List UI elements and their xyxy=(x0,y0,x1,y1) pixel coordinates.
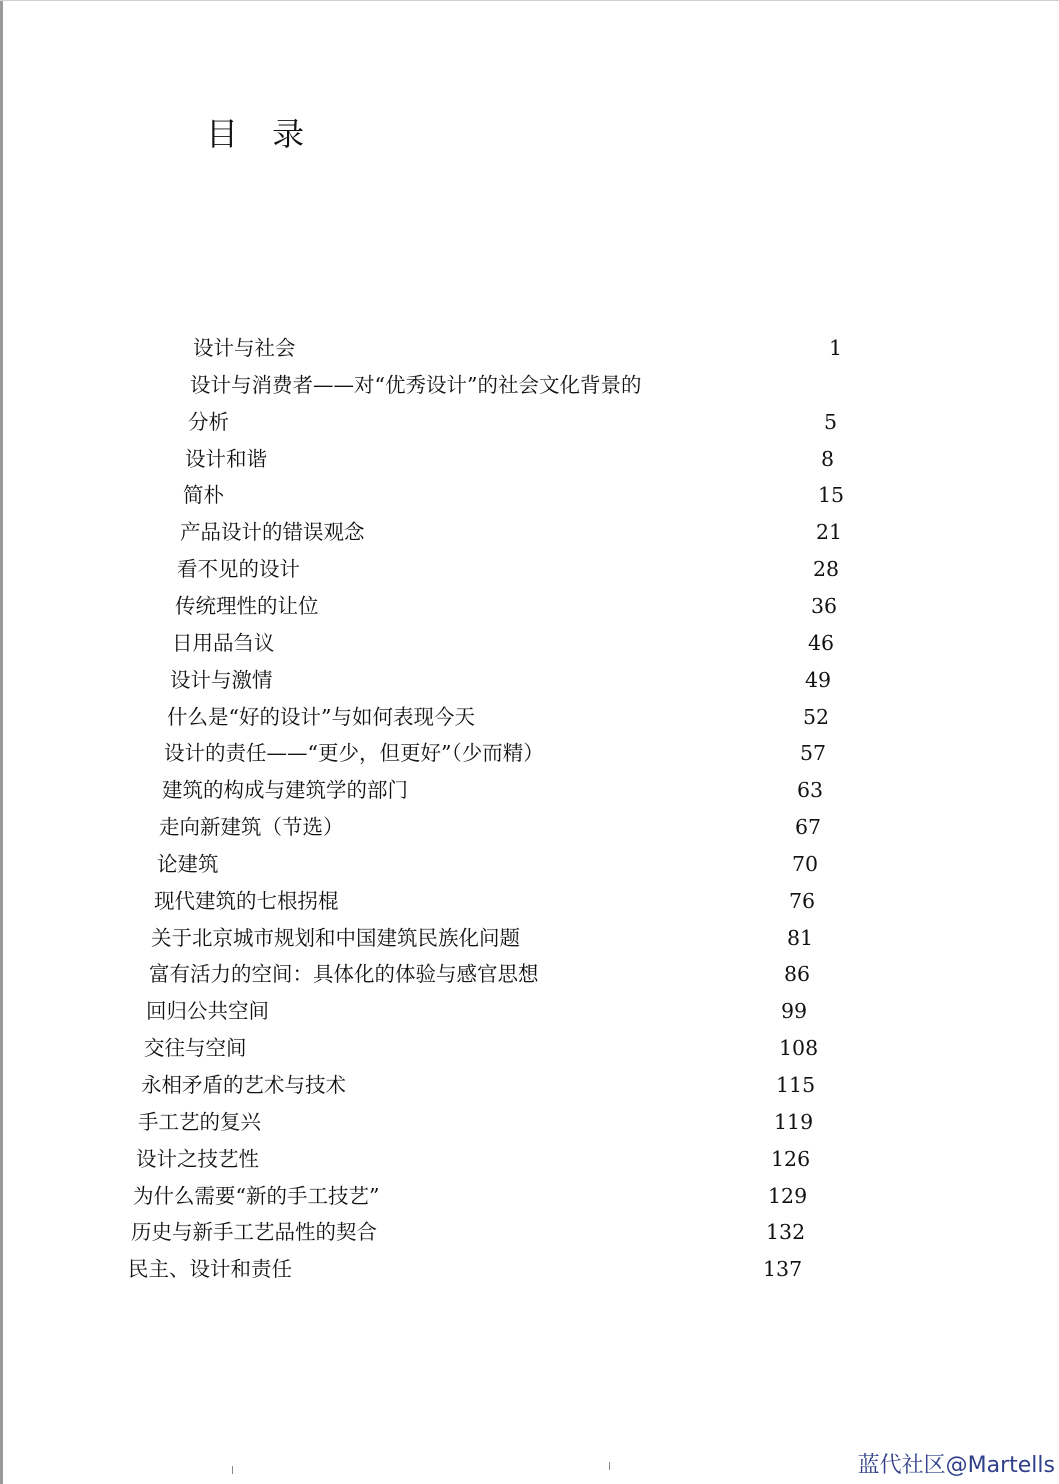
toc-entry-page: 119 xyxy=(774,1110,814,1134)
toc-entry xyxy=(0,848,1059,880)
toc-entry-page: 21 xyxy=(816,520,843,544)
toc-entry xyxy=(0,885,1059,917)
toc-entry-page: 108 xyxy=(779,1036,819,1060)
toc-entry-page: 57 xyxy=(800,741,827,765)
toc-entry-page: 126 xyxy=(771,1147,811,1171)
toc-entry-title: 走向新建筑（节选） xyxy=(159,815,344,839)
toc-entry xyxy=(0,553,1059,585)
toc-entry-title: 设计与激情 xyxy=(170,668,273,692)
toc-entry-title: 什么是“好的设计”与如何表现今天 xyxy=(167,705,475,729)
page-title: 目 录 xyxy=(206,115,317,153)
toc-entry-page: 99 xyxy=(781,999,808,1023)
toc-entry xyxy=(0,1253,1059,1285)
toc-entry-title: 分析 xyxy=(188,410,229,434)
toc-entry-page: 28 xyxy=(813,557,840,581)
toc-entry xyxy=(0,1032,1059,1064)
toc-entry-title: 论建筑 xyxy=(157,852,219,876)
toc-entry-page: 81 xyxy=(787,926,814,950)
toc-entry xyxy=(0,1216,1059,1248)
toc-entry-title: 永相矛盾的艺术与技术 xyxy=(141,1073,346,1097)
toc-entry-page: 36 xyxy=(811,594,838,618)
toc-entry-page: 8 xyxy=(821,447,835,471)
scan-mark xyxy=(232,1466,233,1474)
toc-entry-title: 日用品刍议 xyxy=(172,631,275,655)
toc-entry xyxy=(0,958,1059,990)
toc-entry-title: 交往与空间 xyxy=(144,1036,247,1060)
toc-entry xyxy=(0,443,1059,475)
toc-entry-title: 设计的责任——“更少，但更好”（少而精） xyxy=(164,741,544,765)
toc-entry xyxy=(0,516,1059,548)
toc-entry-page: 70 xyxy=(792,852,819,876)
toc-entry-title: 关于北京城市规划和中国建筑民族化问题 xyxy=(151,926,520,950)
toc-entry xyxy=(0,1143,1059,1175)
toc-entry-page: 67 xyxy=(795,815,822,839)
toc-entry-title: 手工艺的复兴 xyxy=(138,1110,261,1134)
toc-entry-page: 15 xyxy=(818,483,845,507)
toc-entry xyxy=(0,922,1059,954)
toc-entry xyxy=(0,1069,1059,1101)
toc-entry xyxy=(0,664,1059,696)
toc-entry xyxy=(0,811,1059,843)
toc-entry-title: 简朴 xyxy=(183,483,224,507)
toc-entry-page: 115 xyxy=(776,1073,816,1097)
toc-entry-title: 富有活力的空间：具体化的体验与感官思想 xyxy=(149,962,539,986)
toc-entry-title: 回归公共空间 xyxy=(146,999,269,1023)
toc-entry xyxy=(0,1180,1059,1212)
scan-mark xyxy=(609,1462,610,1470)
toc-entry-page: 1 xyxy=(829,336,843,360)
toc-entry-page: 86 xyxy=(784,962,811,986)
toc-entry xyxy=(0,995,1059,1027)
toc-entry-title: 建筑的构成与建筑学的部门 xyxy=(162,778,408,802)
toc-entry-page: 76 xyxy=(789,889,816,913)
toc-entry-title: 传统理性的让位 xyxy=(175,594,319,618)
toc-entry xyxy=(0,590,1059,622)
toc-entry-page: 137 xyxy=(763,1257,803,1281)
toc-entry xyxy=(0,369,1059,401)
toc-entry-title: 设计与消费者——对“优秀设计”的社会文化背景的 xyxy=(190,373,642,397)
toc-entry xyxy=(0,406,1059,438)
toc-entry-page: 46 xyxy=(808,631,835,655)
toc-entry-title: 看不见的设计 xyxy=(177,557,300,581)
toc-entry-page: 129 xyxy=(768,1184,808,1208)
toc-entry xyxy=(0,479,1059,511)
watermark: 蓝代社区@Martells xyxy=(857,1453,1055,1478)
toc-entry-title: 设计和谐 xyxy=(185,447,267,471)
toc-entry-title: 设计之技艺性 xyxy=(136,1147,259,1171)
toc-entry xyxy=(0,774,1059,806)
toc-entry-title: 现代建筑的七根拐棍 xyxy=(154,889,339,913)
toc-entry-title: 为什么需要“新的手工技艺” xyxy=(133,1184,380,1208)
toc-entry-page: 63 xyxy=(797,778,824,802)
toc-entry-title: 产品设计的错误观念 xyxy=(180,520,365,544)
toc-entry-title: 设计与社会 xyxy=(193,336,296,360)
toc-entry xyxy=(0,701,1059,733)
toc-entry-page: 132 xyxy=(766,1220,806,1244)
toc-entry xyxy=(0,737,1059,769)
toc-entry-title: 民主、设计和责任 xyxy=(128,1257,292,1281)
toc-entry xyxy=(0,332,1059,364)
toc-entry-page: 52 xyxy=(803,705,830,729)
toc-entry xyxy=(0,1106,1059,1138)
toc-entry-page: 5 xyxy=(824,410,838,434)
toc-entry xyxy=(0,627,1059,659)
toc-entry-page: 49 xyxy=(805,668,832,692)
toc-entry-title: 历史与新手工艺品性的契合 xyxy=(131,1220,377,1244)
